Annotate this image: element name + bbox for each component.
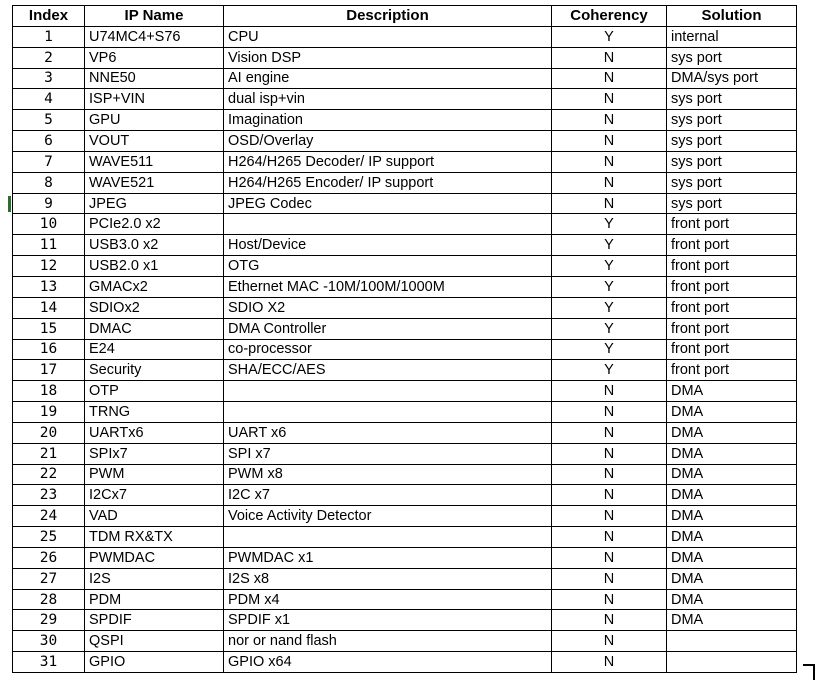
cell-solution: DMA bbox=[667, 464, 797, 485]
table-body bbox=[13, 26, 797, 672]
cell-index: 24 bbox=[13, 506, 85, 527]
cell-solution: sys port bbox=[667, 110, 797, 131]
table-row bbox=[13, 151, 797, 172]
cell-coherency: Y bbox=[552, 297, 667, 318]
cell-coherency: N bbox=[552, 652, 667, 673]
table-row bbox=[13, 402, 797, 423]
table-row bbox=[13, 89, 797, 110]
cell-solution: front port bbox=[667, 276, 797, 297]
cell-index: 1 bbox=[13, 26, 85, 47]
cell-index: 6 bbox=[13, 131, 85, 152]
cell-description: CPU bbox=[224, 26, 552, 47]
cell-index: 7 bbox=[13, 151, 85, 172]
cell-solution: DMA bbox=[667, 402, 797, 423]
cell-coherency: N bbox=[552, 89, 667, 110]
cell-ip-name: PDM bbox=[85, 589, 224, 610]
row-marker bbox=[8, 196, 11, 212]
table-row bbox=[13, 276, 797, 297]
cell-ip-name: GPU bbox=[85, 110, 224, 131]
cell-solution: DMA bbox=[667, 485, 797, 506]
cell-coherency: Y bbox=[552, 256, 667, 277]
cell-solution: DMA bbox=[667, 610, 797, 631]
cell-solution: DMA bbox=[667, 443, 797, 464]
cell-ip-name: TRNG bbox=[85, 402, 224, 423]
cell-coherency: N bbox=[552, 172, 667, 193]
cell-coherency: N bbox=[552, 527, 667, 548]
cell-index: 11 bbox=[13, 235, 85, 256]
cell-solution: DMA/sys port bbox=[667, 68, 797, 89]
cell-ip-name: QSPI bbox=[85, 631, 224, 652]
cell-description: PWM x8 bbox=[224, 464, 552, 485]
table-row bbox=[13, 193, 797, 214]
cell-ip-name: Security bbox=[85, 360, 224, 381]
cell-index: 17 bbox=[13, 360, 85, 381]
cell-description: AI engine bbox=[224, 68, 552, 89]
cell-coherency: N bbox=[552, 568, 667, 589]
table-row bbox=[13, 464, 797, 485]
cell-solution: front port bbox=[667, 297, 797, 318]
cell-ip-name: U74MC4+S76 bbox=[85, 26, 224, 47]
cell-description: SDIO X2 bbox=[224, 297, 552, 318]
cell-ip-name: I2Cx7 bbox=[85, 485, 224, 506]
cell-coherency: Y bbox=[552, 26, 667, 47]
cell-ip-name: UARTx6 bbox=[85, 422, 224, 443]
cell-description: DMA Controller bbox=[224, 318, 552, 339]
cell-ip-name: PCIe2.0 x2 bbox=[85, 214, 224, 235]
cell-description: Imagination bbox=[224, 110, 552, 131]
header-solution: Solution bbox=[667, 6, 797, 27]
cell-ip-name: PWM bbox=[85, 464, 224, 485]
cell-description: nor or nand flash bbox=[224, 631, 552, 652]
cell-ip-name: DMAC bbox=[85, 318, 224, 339]
cell-description bbox=[224, 402, 552, 423]
cell-solution: internal bbox=[667, 26, 797, 47]
cell-ip-name: SPDIF bbox=[85, 610, 224, 631]
cell-index: 8 bbox=[13, 172, 85, 193]
cell-ip-name: SDIOx2 bbox=[85, 297, 224, 318]
table-row bbox=[13, 235, 797, 256]
table-row bbox=[13, 68, 797, 89]
cell-coherency: Y bbox=[552, 235, 667, 256]
cell-description: GPIO x64 bbox=[224, 652, 552, 673]
table-row bbox=[13, 172, 797, 193]
cell-description: SHA/ECC/AES bbox=[224, 360, 552, 381]
cell-description: SPI x7 bbox=[224, 443, 552, 464]
table-row bbox=[13, 631, 797, 652]
cell-description: SPDIF x1 bbox=[224, 610, 552, 631]
cell-coherency: N bbox=[552, 151, 667, 172]
table-row bbox=[13, 506, 797, 527]
cell-index: 27 bbox=[13, 568, 85, 589]
header-index: Index bbox=[13, 6, 85, 27]
cell-ip-name: USB2.0 x1 bbox=[85, 256, 224, 277]
cell-coherency: N bbox=[552, 110, 667, 131]
cell-solution bbox=[667, 631, 797, 652]
cell-index: 9 bbox=[13, 193, 85, 214]
cell-index: 20 bbox=[13, 422, 85, 443]
cell-ip-name: OTP bbox=[85, 381, 224, 402]
header-coherency: Coherency bbox=[552, 6, 667, 27]
cell-coherency: Y bbox=[552, 360, 667, 381]
cell-coherency: Y bbox=[552, 214, 667, 235]
table-row bbox=[13, 485, 797, 506]
cell-index: 3 bbox=[13, 68, 85, 89]
cell-index: 29 bbox=[13, 610, 85, 631]
cell-ip-name: NNE50 bbox=[85, 68, 224, 89]
cell-ip-name: ISP+VIN bbox=[85, 89, 224, 110]
cell-description bbox=[224, 527, 552, 548]
cell-ip-name: USB3.0 x2 bbox=[85, 235, 224, 256]
cell-coherency: N bbox=[552, 193, 667, 214]
cell-description bbox=[224, 214, 552, 235]
cell-index: 5 bbox=[13, 110, 85, 131]
table-row bbox=[13, 214, 797, 235]
cell-solution: front port bbox=[667, 235, 797, 256]
cell-solution: DMA bbox=[667, 506, 797, 527]
cell-index: 26 bbox=[13, 547, 85, 568]
cell-solution: DMA bbox=[667, 527, 797, 548]
header-description: Description bbox=[224, 6, 552, 27]
cell-index: 19 bbox=[13, 402, 85, 423]
cell-solution: front port bbox=[667, 256, 797, 277]
cell-ip-name: E24 bbox=[85, 339, 224, 360]
cell-coherency: N bbox=[552, 506, 667, 527]
table-row bbox=[13, 527, 797, 548]
cell-ip-name: WAVE511 bbox=[85, 151, 224, 172]
cell-solution: DMA bbox=[667, 547, 797, 568]
cell-coherency: N bbox=[552, 443, 667, 464]
cell-coherency: N bbox=[552, 68, 667, 89]
table-row bbox=[13, 381, 797, 402]
cell-index: 25 bbox=[13, 527, 85, 548]
cell-description bbox=[224, 381, 552, 402]
cell-ip-name: GPIO bbox=[85, 652, 224, 673]
table-row bbox=[13, 610, 797, 631]
cell-index: 16 bbox=[13, 339, 85, 360]
cell-ip-name: VOUT bbox=[85, 131, 224, 152]
cell-description: dual isp+vin bbox=[224, 89, 552, 110]
cell-coherency: Y bbox=[552, 276, 667, 297]
cell-index: 14 bbox=[13, 297, 85, 318]
cell-coherency: N bbox=[552, 47, 667, 68]
table-row bbox=[13, 589, 797, 610]
cell-index: 10 bbox=[13, 214, 85, 235]
cell-description: Voice Activity Detector bbox=[224, 506, 552, 527]
cell-solution: sys port bbox=[667, 89, 797, 110]
cell-description: H264/H265 Encoder/ IP support bbox=[224, 172, 552, 193]
cell-solution: front port bbox=[667, 339, 797, 360]
table-row bbox=[13, 568, 797, 589]
cell-index: 4 bbox=[13, 89, 85, 110]
cell-coherency: N bbox=[552, 547, 667, 568]
cell-index: 28 bbox=[13, 589, 85, 610]
cell-description: I2C x7 bbox=[224, 485, 552, 506]
cell-solution: front port bbox=[667, 214, 797, 235]
cell-coherency: N bbox=[552, 422, 667, 443]
cell-coherency: N bbox=[552, 589, 667, 610]
cell-ip-name: GMACx2 bbox=[85, 276, 224, 297]
cell-solution: sys port bbox=[667, 131, 797, 152]
cell-solution: DMA bbox=[667, 589, 797, 610]
table-row bbox=[13, 443, 797, 464]
cell-description: OTG bbox=[224, 256, 552, 277]
table-row bbox=[13, 318, 797, 339]
cell-description: PDM x4 bbox=[224, 589, 552, 610]
cell-description: Ethernet MAC -10M/100M/1000M bbox=[224, 276, 552, 297]
table-row bbox=[13, 131, 797, 152]
cell-coherency: N bbox=[552, 402, 667, 423]
cell-ip-name: TDM RX&TX bbox=[85, 527, 224, 548]
cell-solution bbox=[667, 652, 797, 673]
cell-ip-name: I2S bbox=[85, 568, 224, 589]
cell-solution: sys port bbox=[667, 151, 797, 172]
cell-solution: sys port bbox=[667, 172, 797, 193]
cell-index: 23 bbox=[13, 485, 85, 506]
cell-index: 18 bbox=[13, 381, 85, 402]
cell-solution: DMA bbox=[667, 422, 797, 443]
cell-ip-name: SPIx7 bbox=[85, 443, 224, 464]
table-row bbox=[13, 652, 797, 673]
cell-ip-name: VAD bbox=[85, 506, 224, 527]
table-row bbox=[13, 47, 797, 68]
cell-index: 31 bbox=[13, 652, 85, 673]
cell-ip-name: PWMDAC bbox=[85, 547, 224, 568]
cell-coherency: N bbox=[552, 381, 667, 402]
cell-coherency: N bbox=[552, 131, 667, 152]
cell-description: co-processor bbox=[224, 339, 552, 360]
corner-mark bbox=[803, 664, 815, 680]
cell-coherency: Y bbox=[552, 339, 667, 360]
header-ip-name: IP Name bbox=[85, 6, 224, 27]
table-row bbox=[13, 26, 797, 47]
cell-coherency: Y bbox=[552, 318, 667, 339]
table-row bbox=[13, 297, 797, 318]
cell-solution: DMA bbox=[667, 568, 797, 589]
cell-ip-name: WAVE521 bbox=[85, 172, 224, 193]
cell-solution: front port bbox=[667, 360, 797, 381]
cell-coherency: N bbox=[552, 631, 667, 652]
cell-solution: sys port bbox=[667, 47, 797, 68]
header-row bbox=[13, 6, 797, 27]
cell-description: OSD/Overlay bbox=[224, 131, 552, 152]
table-row bbox=[13, 339, 797, 360]
table-row bbox=[13, 360, 797, 381]
cell-coherency: N bbox=[552, 464, 667, 485]
cell-index: 22 bbox=[13, 464, 85, 485]
cell-ip-name: VP6 bbox=[85, 47, 224, 68]
cell-solution: DMA bbox=[667, 381, 797, 402]
cell-solution: sys port bbox=[667, 193, 797, 214]
cell-coherency: N bbox=[552, 610, 667, 631]
cell-index: 13 bbox=[13, 276, 85, 297]
cell-description: PWMDAC x1 bbox=[224, 547, 552, 568]
cell-index: 15 bbox=[13, 318, 85, 339]
ip-table bbox=[12, 5, 797, 673]
table-row bbox=[13, 110, 797, 131]
cell-index: 12 bbox=[13, 256, 85, 277]
cell-coherency: N bbox=[552, 485, 667, 506]
table-row bbox=[13, 256, 797, 277]
cell-description: Vision DSP bbox=[224, 47, 552, 68]
cell-description: Host/Device bbox=[224, 235, 552, 256]
cell-description: JPEG Codec bbox=[224, 193, 552, 214]
cell-description: H264/H265 Decoder/ IP support bbox=[224, 151, 552, 172]
cell-description: I2S x8 bbox=[224, 568, 552, 589]
cell-description: UART x6 bbox=[224, 422, 552, 443]
table-row bbox=[13, 422, 797, 443]
cell-index: 21 bbox=[13, 443, 85, 464]
cell-index: 30 bbox=[13, 631, 85, 652]
cell-ip-name: JPEG bbox=[85, 193, 224, 214]
table-row bbox=[13, 547, 797, 568]
cell-index: 2 bbox=[13, 47, 85, 68]
cell-solution: front port bbox=[667, 318, 797, 339]
